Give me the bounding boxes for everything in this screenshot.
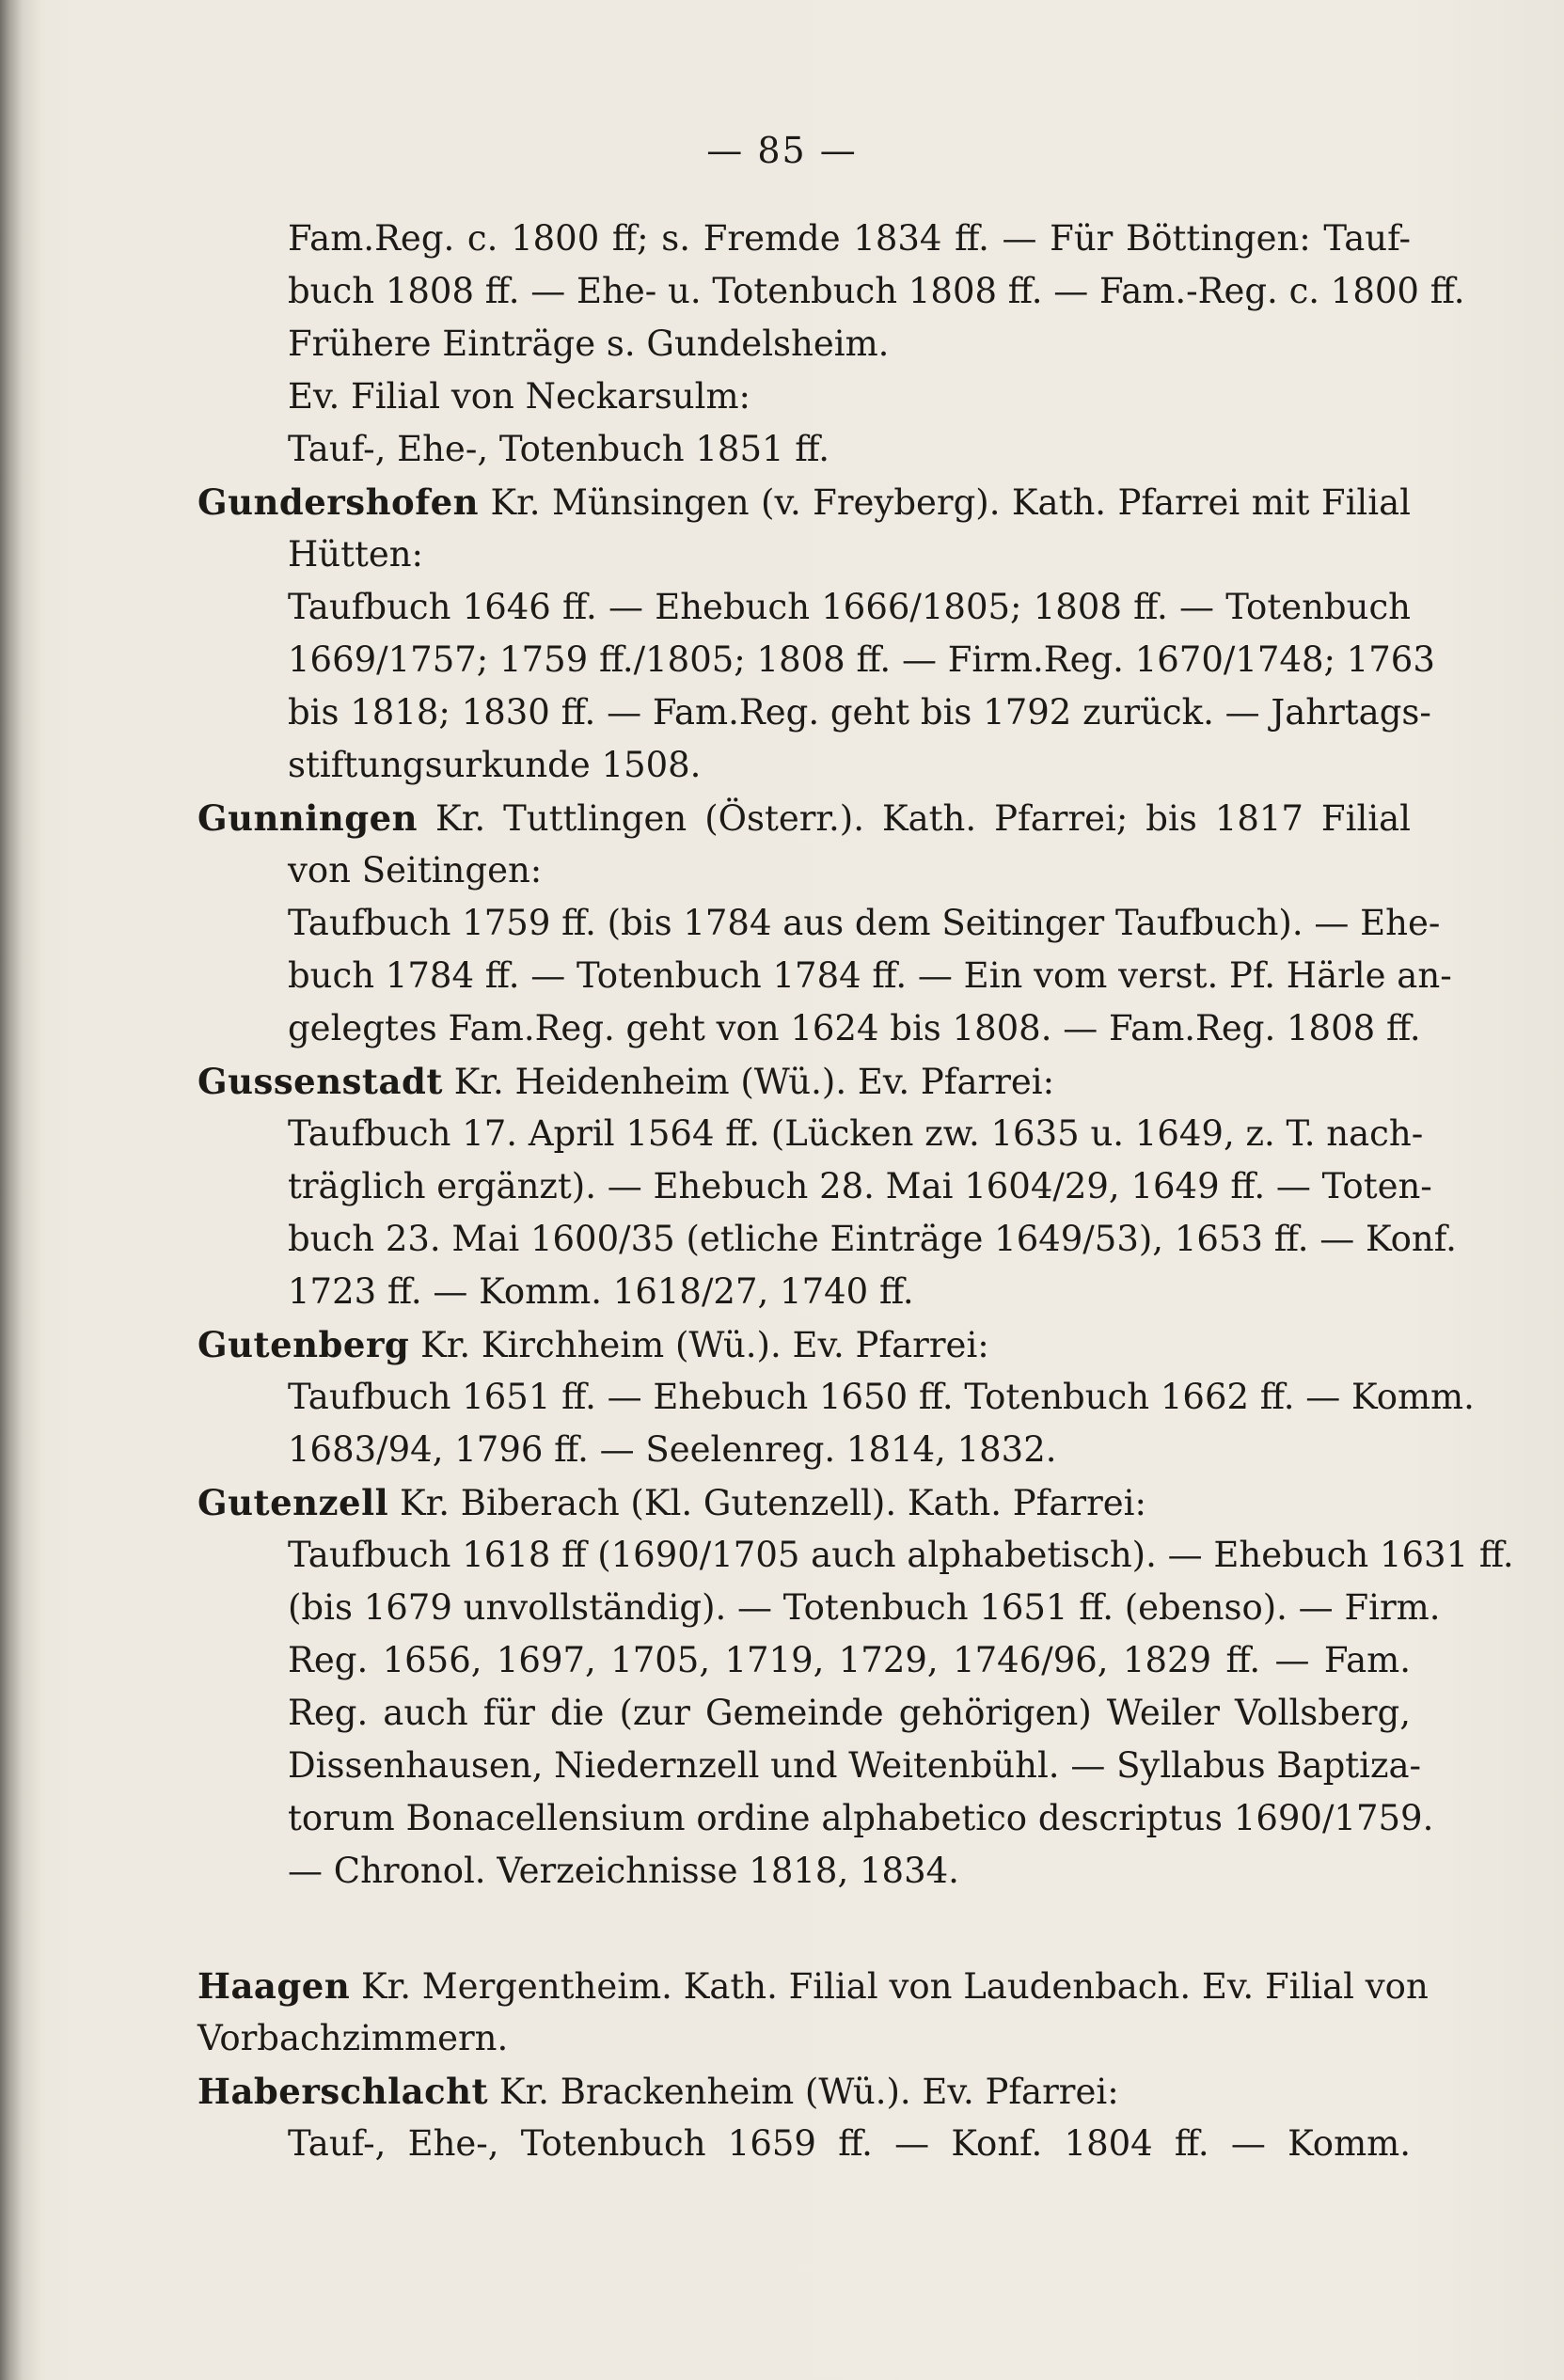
line-text: Kr. Mergentheim. Kath. Filial von Laudenbach. Ev. Filial von <box>350 1966 1429 2007</box>
text-line <box>197 1002 1421 1055</box>
text-line <box>197 2012 1411 2065</box>
line-text: Kr. Münsingen (v. Freyberg). Kath. Pfarrei mit Filial <box>479 482 1411 523</box>
section-gap <box>197 1898 1411 1960</box>
text-line <box>197 528 1411 581</box>
text-line <box>197 2118 1411 2170</box>
entry-block <box>197 370 1411 476</box>
entry-heading: Gussenstadt <box>197 1061 443 1102</box>
entry-block <box>197 1055 1457 1318</box>
line-text: Taufbuch 1759 ff. (bis 1784 aus dem Seitinger Taufbuch). — Ehe- <box>288 903 1441 943</box>
text-line <box>197 581 1411 634</box>
text-line <box>197 1845 1411 1898</box>
text-line <box>197 370 1411 423</box>
line-text: Ev. Filial von Neckarsulm: <box>288 376 751 417</box>
line-text: Taufbuch 1618 ff (1690/1705 auch alphabetisch). — Ehebuch 1631 ff. <box>288 1535 1514 1575</box>
text-line <box>197 1792 1434 1845</box>
text-line <box>197 1371 1475 1424</box>
text-line <box>197 792 1411 844</box>
line-text: Frühere Einträge s. Gundelsheim. <box>288 323 890 364</box>
text-line <box>197 1687 1411 1740</box>
text-line <box>197 1476 1411 1529</box>
text-line <box>197 950 1452 1002</box>
line-text: torum Bonacellensium ordine alphabetico descriptus 1690/1759. <box>288 1798 1434 1838</box>
line-text: träglich ergänzt). — Ehebuch 28. Mai 1604/29, 1649 ff. — Toten- <box>288 1166 1432 1206</box>
entry-heading: Haagen <box>197 1965 351 2007</box>
text-line <box>197 897 1441 950</box>
line-text: 1723 ff. — Komm. 1618/27, 1740 ff. <box>288 1271 914 1312</box>
text-line <box>197 1740 1422 1792</box>
text-line <box>197 1634 1411 1687</box>
line-text: Tauf-, Ehe-, Totenbuch 1851 ff. <box>288 429 830 469</box>
text-line <box>197 423 1411 476</box>
line-text: Kr. Kirchheim (Wü.). Ev. Pfarrei: <box>409 1325 989 1365</box>
text-line <box>197 2065 1411 2118</box>
line-text: — Chronol. Verzeichnisse 1818, 1834. <box>288 1851 959 1891</box>
text-line <box>197 739 1411 792</box>
line-text: 1683/94, 1796 ff. — Seelenreg. 1814, 1832. <box>288 1429 1057 1470</box>
line-text: (bis 1679 unvollständig). — Totenbuch 1651 ff. (ebenso). — Firm. <box>288 1587 1441 1628</box>
line-text: Kr. Biberach (Kl. Gutenzell). Kath. Pfarrei: <box>388 1483 1146 1523</box>
text-line <box>197 1529 1514 1582</box>
text-line <box>197 1213 1457 1266</box>
line-text: Dissenhausen, Niedernzell und Weitenbühl. — Syllabus Baptiza- <box>288 1745 1422 1786</box>
line-text: 1669/1757; 1759 ff./1805; 1808 ff. — Firm.Reg. 1670/1748; 1763 <box>288 639 1435 680</box>
line-text: Kr. Tuttlingen (Österr.). Kath. Pfarrei; bis 1817 Filial <box>418 798 1411 839</box>
line-text: Reg. auch für die (zur Gemeinde gehörigen) Weiler Vollsberg, <box>288 1693 1411 1733</box>
line-text: Hütten: <box>288 534 424 575</box>
line-text: Taufbuch 1651 ff. — Ehebuch 1650 ff. Totenbuch 1662 ff. — Komm. <box>288 1377 1475 1417</box>
text-line <box>197 1160 1432 1213</box>
entry-block <box>197 1960 1429 2065</box>
text-line <box>197 265 1465 318</box>
line-text: Vorbachzimmern. <box>197 2018 509 2058</box>
text-line <box>197 476 1411 528</box>
text-line <box>197 318 1411 370</box>
line-text: buch 1784 ff. — Totenbuch 1784 ff. — Ein vom verst. Pf. Härle an- <box>288 955 1452 996</box>
line-text: buch 23. Mai 1600/35 (etliche Einträge 1649/53), 1653 ff. — Konf. <box>288 1219 1457 1259</box>
entry-block <box>197 1476 1514 1898</box>
text-line <box>197 634 1435 686</box>
page-text <box>197 213 1514 2170</box>
line-text: Reg. 1656, 1697, 1705, 1719, 1729, 1746/96, 1829 ff. — Fam. <box>288 1640 1411 1680</box>
entry-block <box>197 1318 1475 1476</box>
entry-block <box>197 792 1452 1055</box>
entry-heading: Gundershofen <box>197 481 480 523</box>
line-text: gelegtes Fam.Reg. geht von 1624 bis 1808. — Fam.Reg. 1808 ff. <box>288 1008 1421 1048</box>
entry-heading: Gutenzell <box>197 1482 389 1523</box>
line-text: buch 1808 ff. — Ehe- u. Totenbuch 1808 ff. — Fam.-Reg. c. 1800 ff. <box>288 271 1465 311</box>
text-line <box>197 1266 1411 1318</box>
text-line <box>197 1318 1411 1371</box>
text-line <box>197 686 1431 739</box>
line-text: Kr. Heidenheim (Wü.). Ev. Pfarrei: <box>442 1062 1055 1102</box>
text-line <box>197 1108 1424 1160</box>
text-line <box>197 1582 1441 1634</box>
text-line <box>197 844 1411 897</box>
entry-block <box>197 476 1435 792</box>
entry-heading: Gutenberg <box>197 1324 410 1365</box>
entry-block <box>197 213 1465 370</box>
entry-block <box>197 2065 1411 2170</box>
text-line <box>197 1055 1411 1108</box>
line-text: Fam.Reg. c. 1800 ff; s. Fremde 1834 ff. — Für Böttingen: Tauf- <box>288 218 1411 259</box>
text-line <box>197 1424 1411 1476</box>
text-line <box>197 1960 1429 2012</box>
line-text: Taufbuch 1646 ff. — Ehebuch 1666/1805; 1808 ff. — Totenbuch <box>288 587 1411 627</box>
entry-heading: Haberschlacht <box>197 2071 489 2112</box>
line-text: stiftungsurkunde 1508. <box>288 745 702 785</box>
line-text: Taufbuch 17. April 1564 ff. (Lücken zw. 1635 u. 1649, z. T. nach- <box>288 1113 1424 1154</box>
line-text: Tauf-, Ehe-, Totenbuch 1659 ff. — Konf. 1804 ff. — Komm. <box>288 2123 1411 2164</box>
line-text: von Seitingen: <box>288 850 543 891</box>
text-line <box>197 213 1411 265</box>
entry-heading: Gunningen <box>197 797 419 839</box>
page-number: — 85 — <box>706 130 858 171</box>
line-text: Kr. Brackenheim (Wü.). Ev. Pfarrei: <box>488 2072 1119 2112</box>
line-text: bis 1818; 1830 ff. — Fam.Reg. geht bis 1792 zurück. — Jahrtags- <box>288 692 1431 733</box>
